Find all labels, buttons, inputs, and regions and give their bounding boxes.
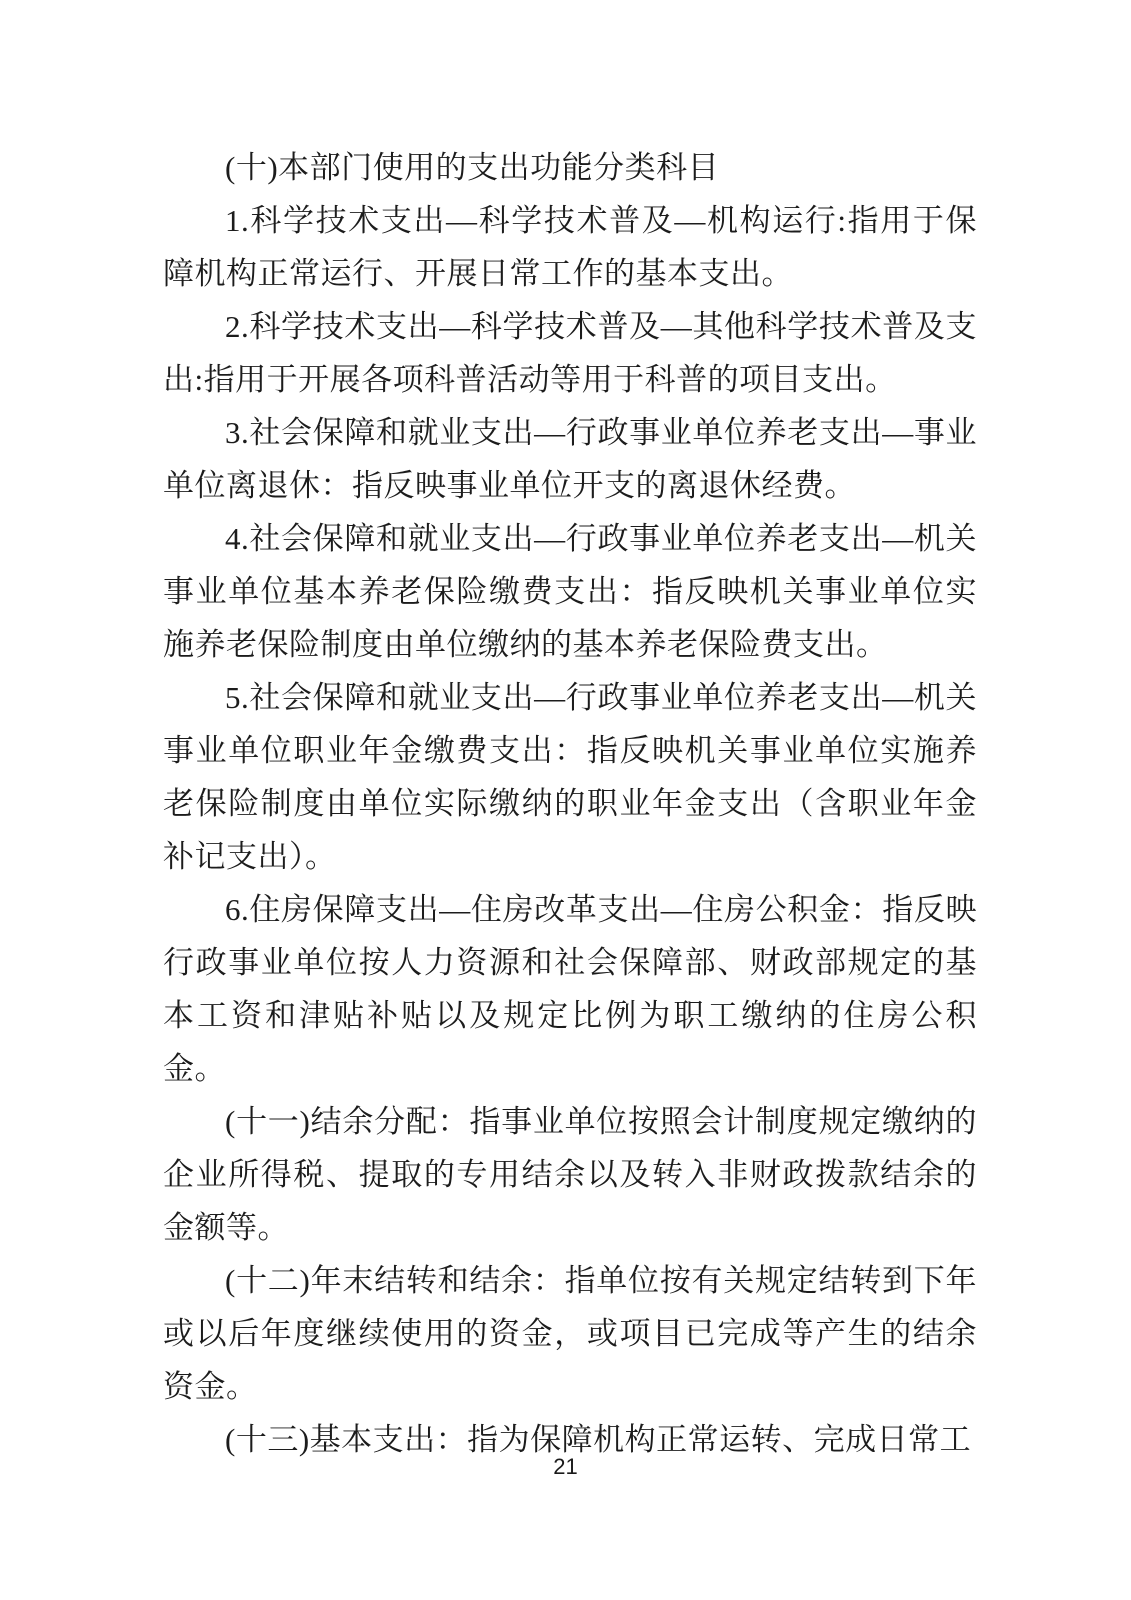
paragraph-5: 4.社会保障和就业支出—行政事业单位养老支出—机关事业单位基本养老保险缴费支出：指反映机关事业单位实施养老保险制度由单位缴纳的基本养老保险费支出。 xyxy=(163,521,977,662)
paragraph-4: 3.社会保障和就业支出—行政事业单位养老支出—事业单位离退休：指反映事业单位开支的离退休经费。 xyxy=(163,415,977,503)
page-number: 21 xyxy=(553,1454,578,1479)
paragraph-6: 5.社会保障和就业支出—行政事业单位养老支出—机关事业单位职业年金缴费支出：指反映机关事业单位实施养老保险制度由单位实际缴纳的职业年金支出（含职业年金补记支出）。 xyxy=(163,680,977,874)
paragraph-2: 1.科学技术支出—科学技术普及—机构运行:指用于保障机构正常运行、开展日常工作的基本支出。 xyxy=(163,203,977,291)
paragraph-7: 6.住房保障支出—住房改革支出—住房公积金：指反映行政事业单位按人力资源和社会保障部、财政部规定的基本工资和津贴补贴以及规定比例为职工缴纳的住房公积金。 xyxy=(163,892,977,1086)
paragraph-3: 2.科学技术支出—科学技术普及—其他科学技术普及支出:指用于开展各项科普活动等用于科普的项目支出。 xyxy=(163,309,977,397)
paragraph-10: (十三)基本支出：指为保障机构正常运转、完成日常工 xyxy=(225,1422,972,1457)
paragraph-9: (十二)年末结转和结余：指单位按有关规定结转到下年或以后年度继续使用的资金，或项目已完成等产生的结余资金。 xyxy=(163,1263,977,1404)
document-body xyxy=(163,141,977,1466)
paragraph-8: (十一)结余分配：指事业单位按照会计制度规定缴纳的企业所得税、提取的专用结余以及转入非财政拨款结余的金额等。 xyxy=(163,1104,977,1245)
paragraph-1: (十)本部门使用的支出功能分类科目 xyxy=(225,150,720,185)
